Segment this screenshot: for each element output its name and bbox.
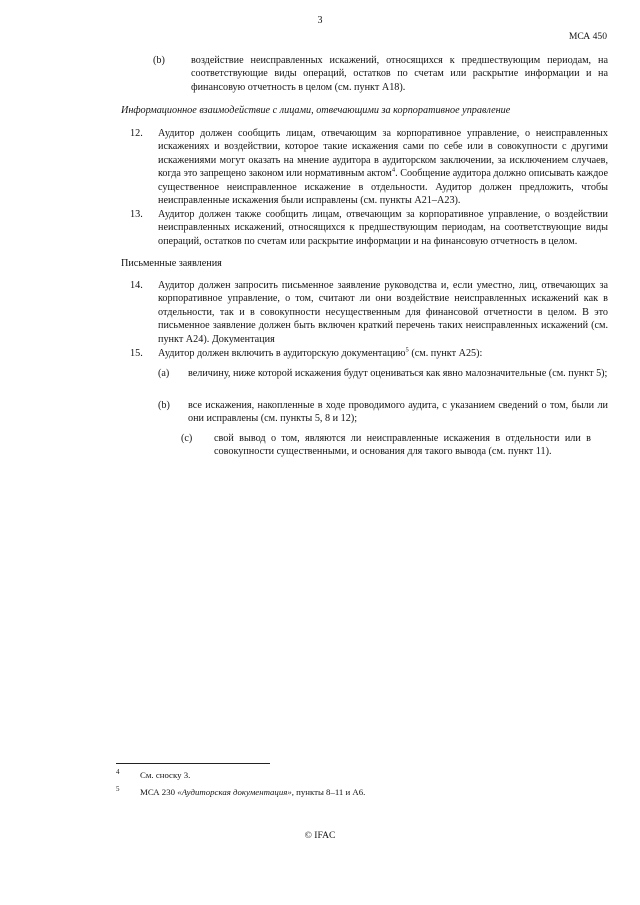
footnote-number: 5 [116,785,120,793]
paragraph-15 [130,347,608,363]
footnote-text-part: , пункты 8–11 и А6. [291,787,366,797]
footnote-text [140,787,365,798]
section-heading-written-representations: Письменные заявления [121,258,222,269]
paragraph-number: 12. [130,128,143,139]
paragraph-text-part: (см. пункт А25): [408,348,483,359]
list-item-a [158,367,608,395]
item-label: (c) [181,433,193,444]
item-text: все искажения, накопленные в ходе проводимого аудита, с указанием сведений о том, были ли они исправлены (см. пункты 5, 8 и 12); [188,400,608,425]
item-label: (a) [158,368,170,379]
page-number: 3 [317,15,323,26]
list-item-b-prior [153,54,608,96]
footnote-separator [116,763,270,764]
list-item-b [158,399,608,427]
paragraph-text: Аудитор должен запросить письменное заявление руководства и, если уместно, лиц, отвечающих за корпоративное управление, о том, считают ли они воздействие неисправленных искажений как в отдельности, так и в совокупности несущественным для финансовой отчетности в целом. В это письменное заявление должен быть включен краткий перечень таких неисправленных искажений (см. пункт А24). Документация [158,280,608,345]
item-label: (b) [158,400,170,411]
section-heading-governance: Информационное взаимодействие с лицами, отвечающими за корпоративное управление [121,105,511,116]
paragraph-14 [130,279,608,347]
copyright-footer: © IFAC [304,830,336,841]
item-text: величину, ниже которой искажения будут оцениваться как явно малозначительные (см. пункт 5); [188,368,608,379]
footnote-number: 4 [116,768,120,776]
paragraph-text [158,347,608,360]
paragraph-text [158,127,608,207]
footnote-title: «Аудиторская документация» [177,787,292,797]
item-label: (b) [153,55,165,66]
footnote-ref: 5 [405,346,409,354]
footnote-text-part: МСА 230 [140,787,178,797]
item-text: воздействие неисправленных искажений, относящихся к предшествующим периодам, на соответствующие виды операций, остатков по счетам или раскрытие информации и на финансовую отчетность в целом (см. пункт А18). [191,55,608,93]
paragraph-13 [130,208,608,250]
paragraph-text-part: Аудитор должен сообщить лицам, отвечающим за корпоративное управление, о неисправленных искажениях и воздействии, которое такие искажения сами по себе или в совокупности с другими искажениями могут оказать на мнение аудитора в аудиторском заключении, за исключением случаев, когда это запрещено законом или нормативным актом [158,128,608,180]
list-item-c [181,432,591,460]
item-text: свой вывод о том, являются ли неисправленные искажения в отдельности или в совокупности существенными, и основания для такого вывода (см. пункт 11). [214,433,591,458]
footnote-text: См. сноску 3. [140,770,191,780]
paragraph-12 [130,127,608,221]
footnote-4 [116,770,516,782]
paragraph-text: Аудитор должен также сообщить лицам, отвечающим за корпоративное управление, о воздействии неисправленных искажений, относящихся к предшествующим периодам, на соответствующие виды операций, остатков по счетам или раскрытие информации и на финансовую отчетность в целом. [158,209,608,247]
footnote-5 [116,787,516,799]
paragraph-text-part: . Сообщение аудитора должно описывать каждое существенное неисправленное искажение в отдельности. Аудитор должен предложить, чтобы неисправленные искажения были исправлены (см. пункты А21–А23). [158,168,608,207]
paragraph-number: 14. [130,280,143,291]
paragraph-text-part: Аудитор должен включить в аудиторскую документацию [158,348,406,359]
paragraph-number: 15. [130,348,143,359]
paragraph-number: 13. [130,209,143,220]
footnote-ref: 4 [391,166,396,174]
document-code: МСА 450 [568,31,607,42]
